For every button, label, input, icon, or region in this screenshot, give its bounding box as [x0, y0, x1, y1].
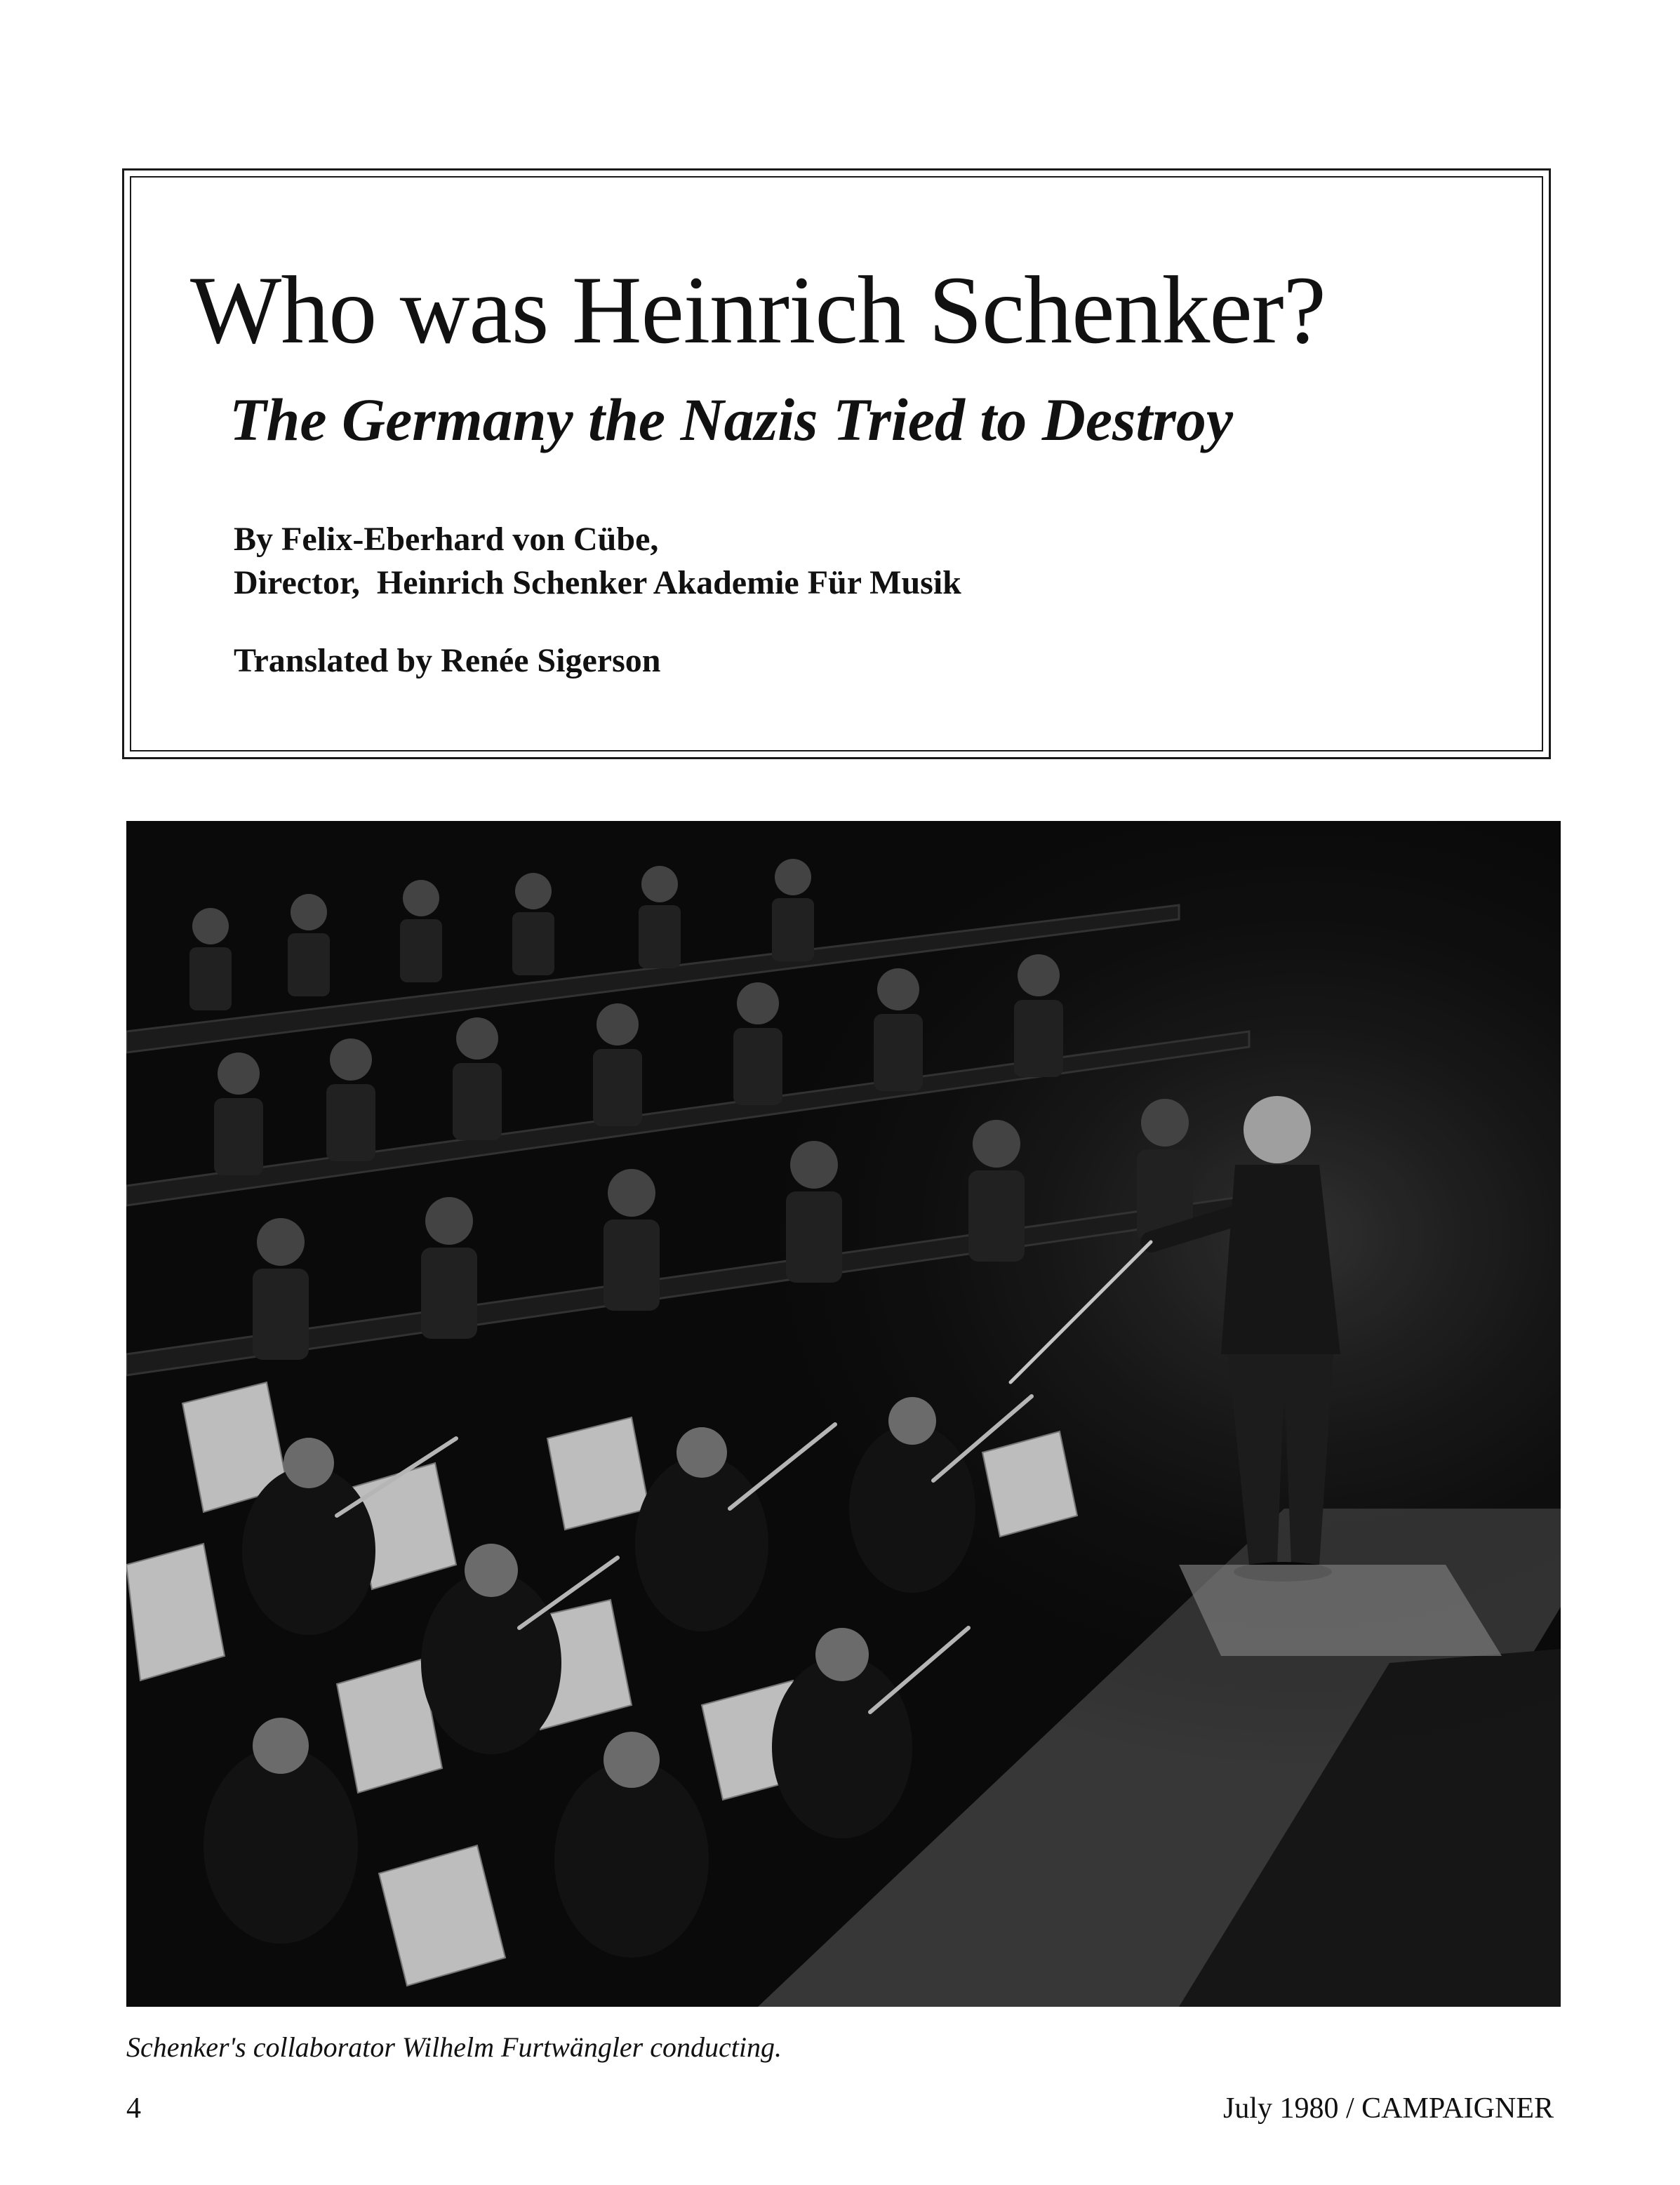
- article-subtitle: The Germany the Nazis Tried to Destroy: [229, 386, 1234, 453]
- article-title: Who was Heinrich Schenker?: [190, 256, 1326, 363]
- orchestra-photo-illustration: [126, 821, 1561, 2007]
- byline: [234, 518, 961, 605]
- title-box: [122, 168, 1551, 759]
- issue-footer: July 1980 / CAMPAIGNER: [1222, 2092, 1554, 2125]
- photo-caption: Schenker's collaborator Wilhelm Furtwängler conducting.: [126, 2031, 782, 2063]
- orchestra-photo: [126, 821, 1561, 2007]
- byline-role: Director, Heinrich Schenker Akademie Für Musik: [234, 564, 961, 601]
- byline-author: By Felix-Eberhard von Cübe,: [234, 521, 659, 558]
- page-number: 4: [126, 2092, 141, 2125]
- translator-credit: Translated by Renée Sigerson: [234, 642, 661, 679]
